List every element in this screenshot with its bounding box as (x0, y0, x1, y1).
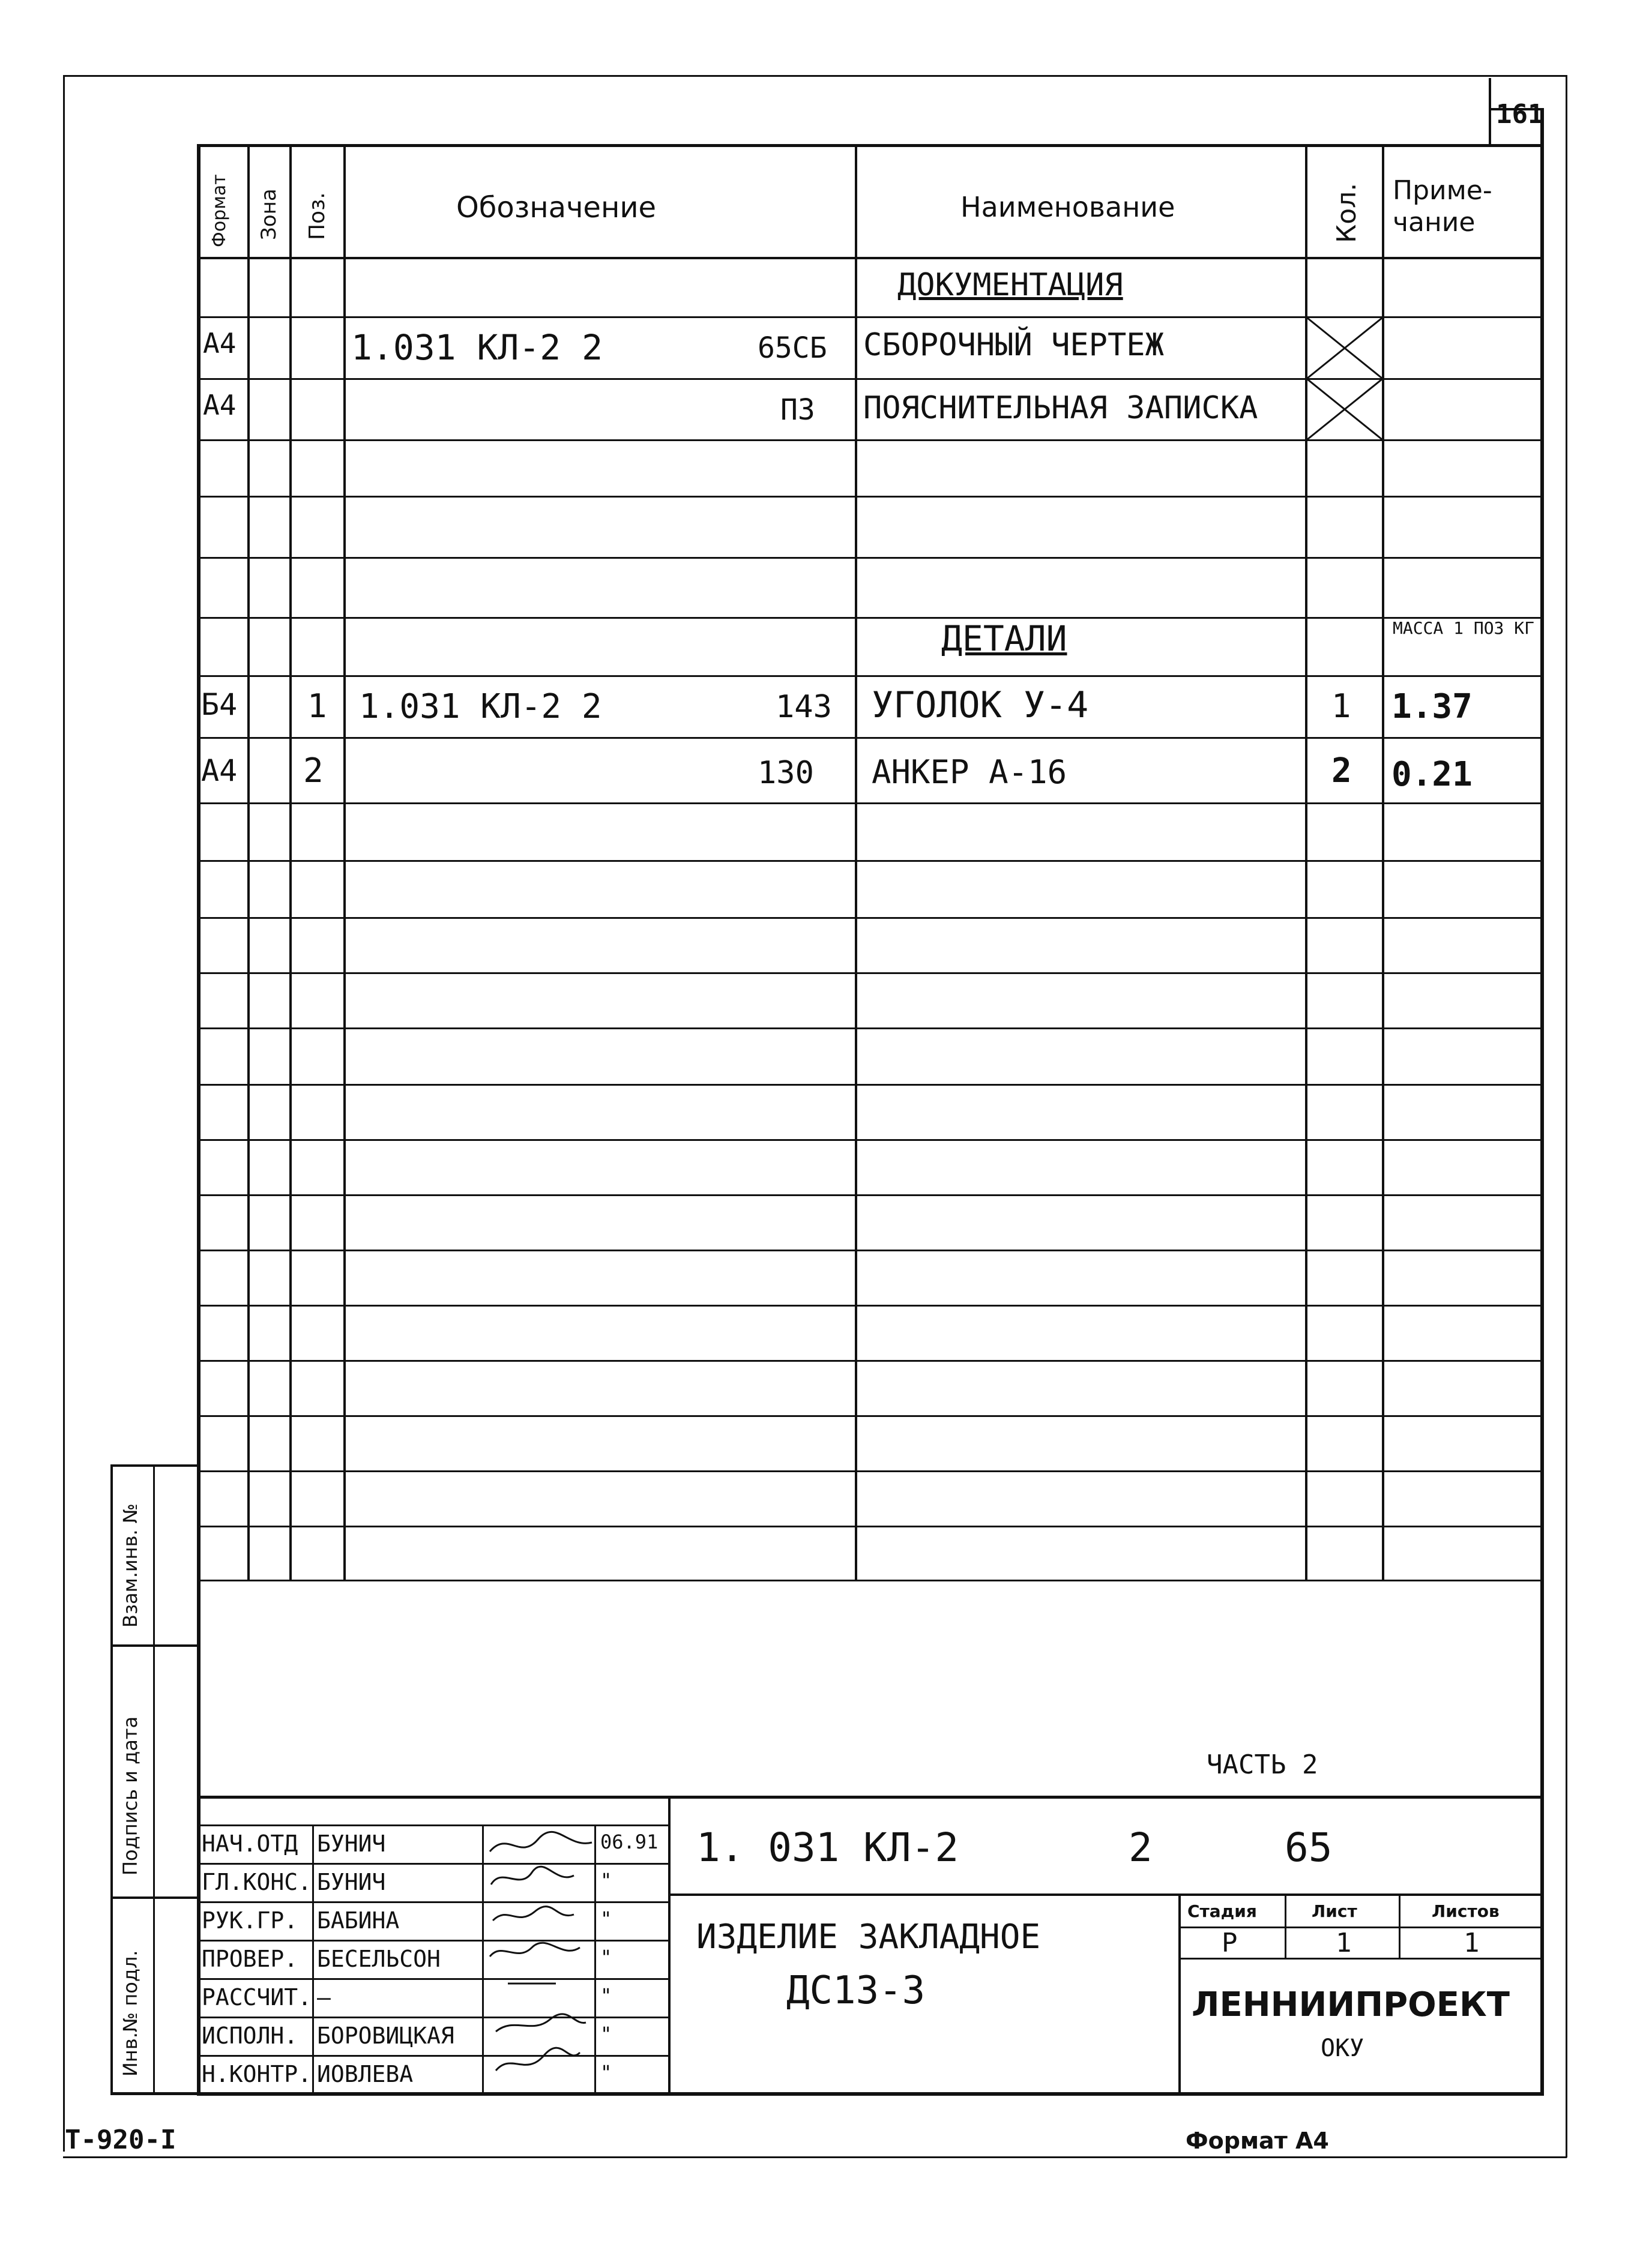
header-qty: Кол. (1331, 182, 1362, 243)
staff-row-line (198, 2055, 669, 2057)
row5-pos: 2 (303, 751, 324, 790)
row2-format: А4 (203, 389, 237, 421)
staff-role: РУК.ГР. (202, 1907, 298, 1934)
org-name: ЛЕННИИПРОЕКТ (1192, 1985, 1510, 2024)
side-strip-div2 (110, 1897, 199, 1899)
side-label-vzam: Взам.инв. № (119, 1503, 142, 1628)
table-row-line (198, 1027, 1543, 1029)
table-row-line (198, 1526, 1543, 1527)
row5-note: 0.21 (1391, 755, 1473, 794)
row4-designation: 1.031 КЛ-2 2 (359, 687, 602, 726)
table-row-line (198, 917, 1543, 919)
row4-doc-suffix: 143 (776, 689, 832, 725)
staff-role: ПРОВЕР. (202, 1946, 298, 1972)
row4-pos: 1 (307, 687, 327, 725)
footer-right: Формат А4 (1186, 2128, 1329, 2154)
frame-top (198, 144, 1543, 147)
table-row-line (198, 1250, 1543, 1251)
table-row-line (198, 860, 1543, 862)
row2-doc-suffix: ПЗ (780, 393, 815, 427)
staff-row-line (198, 1863, 669, 1865)
header-pos: Поз. (305, 192, 330, 240)
staff-name: БУНИЧ (317, 1869, 386, 1895)
header-bottom-line (198, 257, 1543, 259)
col-line-pos (289, 144, 292, 1581)
row1-name: СБОРОЧНЫЙ ЧЕРТЕЖ (863, 327, 1164, 363)
row5-doc-suffix: 130 (758, 755, 814, 791)
row2-qty-cross (1307, 379, 1382, 439)
titleblock-code-sheet: 65 (1285, 1824, 1333, 1871)
outer-border-bottom (63, 2156, 1567, 2158)
col-line-zone (247, 144, 250, 1581)
staff-date: " (600, 1946, 612, 1969)
staff-name: БАБИНА (317, 1907, 400, 1934)
table-row-line (198, 617, 1543, 619)
row5-qty: 2 (1331, 751, 1352, 790)
staff-row-line (198, 2017, 669, 2018)
page-number: 161 (1496, 99, 1544, 130)
titleblock-top (198, 1796, 1543, 1799)
table-row-line (198, 1470, 1543, 1472)
staff-name: — (317, 1984, 331, 2011)
titleblock-code: 1. 031 КЛ-2 (696, 1824, 959, 1871)
row5-name: АНКЕР А-16 (872, 753, 1067, 791)
titleblock-stage-v1 (1285, 1894, 1286, 1958)
staff-row-line (198, 1901, 669, 1903)
side-strip-mid (153, 1464, 155, 2095)
table-row-line (198, 1139, 1543, 1141)
stage-value: Р (1222, 1928, 1238, 1958)
row4-format: Б4 (201, 687, 238, 722)
titleblock-stage-v2 (1399, 1894, 1400, 1958)
table-row-line (198, 1194, 1543, 1196)
table-row-line (198, 802, 1543, 804)
header-format: Формат (209, 174, 230, 247)
col-line-designation (343, 144, 346, 1581)
outer-border-right (1566, 75, 1567, 2158)
footer-left: Т-920-I (65, 2125, 176, 2155)
row1-qty-cross (1307, 318, 1382, 378)
section-documentation: ДОКУМЕНТАЦИЯ (897, 267, 1123, 303)
titleblock-v-main (668, 1796, 671, 2095)
side-strip-left (110, 1464, 113, 2095)
section-details: ДЕТАЛИ (941, 618, 1067, 659)
staff-role: НАЧ.ОТД (202, 1830, 298, 1857)
side-strip-bottom (110, 2092, 199, 2095)
staff-row-line (198, 1978, 669, 1980)
table-row-line (198, 1580, 1543, 1581)
sheet-value: 1 (1336, 1928, 1352, 1958)
part-label: ЧАСТЬ 2 (1207, 1749, 1318, 1780)
row4-note: 1.37 (1391, 687, 1473, 726)
staff-name: БОРОВИЦКАЯ (317, 2023, 454, 2049)
org-dept: ОКУ (1321, 2035, 1364, 2062)
header-designation: Обозначение (456, 191, 657, 224)
side-strip-top (110, 1464, 199, 1467)
sheets-value: 1 (1464, 1928, 1480, 1958)
col-line-note (1382, 144, 1384, 1581)
table-row-line (198, 496, 1543, 498)
side-label-inv: Инв.№ подл. (119, 1950, 142, 2077)
sheet-label: Лист (1312, 1901, 1357, 1921)
header-zone: Зона (257, 188, 281, 240)
row1-doc-suffix: 65СБ (758, 331, 827, 365)
row1-designation: 1.031 КЛ-2 2 (351, 327, 603, 368)
table-row-line (198, 439, 1543, 441)
titleblock-title-2: ДС13-3 (786, 1969, 926, 2013)
table-row-line (198, 737, 1543, 739)
sheets-label: Листов (1432, 1901, 1500, 1921)
staff-role: ГЛ.КОНС. (202, 1869, 312, 1895)
staff-row-line (198, 1940, 669, 1942)
stage-label: Стадия (1187, 1901, 1257, 1921)
row1-format: А4 (203, 327, 237, 359)
side-strip-div1 (110, 1644, 199, 1647)
header-note-1: Приме- (1393, 175, 1492, 206)
staff-name: БЕСЕЛЬСОН (317, 1946, 441, 1972)
table-row-line (198, 1305, 1543, 1307)
staff-date: " (600, 2023, 612, 2045)
staff-v1 (312, 1824, 314, 2095)
staff-date: " (600, 2061, 612, 2084)
staff-row-line (198, 2093, 669, 2095)
side-label-podpis: Подпись и дата (119, 1716, 142, 1875)
table-row-line (198, 557, 1543, 559)
staff-row-line (198, 1824, 669, 1826)
table-row-line (198, 1415, 1543, 1417)
titleblock-v-stage (1178, 1894, 1181, 2095)
details-note: МАССА 1 ПОЗ КГ (1392, 618, 1534, 638)
table-row-line (198, 972, 1543, 974)
staff-date: 06.91 (600, 1830, 659, 1853)
staff-date: " (600, 1907, 612, 1930)
titleblock-mid-h (669, 1894, 1543, 1896)
staff-name: ИОВЛЕВА (317, 2061, 414, 2087)
staff-date: " (600, 1869, 612, 1892)
staff-v3 (594, 1824, 596, 2095)
titleblock-title-1: ИЗДЕЛИЕ ЗАКЛАДНОЕ (696, 1918, 1041, 1957)
outer-border-left (63, 75, 65, 2152)
staff-name: БУНИЧ (317, 1830, 386, 1857)
header-note-2: чание (1393, 207, 1476, 238)
table-row-line (198, 1084, 1543, 1086)
header-name: Наименование (960, 191, 1175, 223)
staff-role: РАССЧИТ. (202, 1984, 312, 2011)
table-row-line (198, 675, 1543, 677)
titleblock-code-num: 2 (1129, 1824, 1153, 1871)
staff-role: Н.КОНТР. (202, 2061, 312, 2087)
page-number-box-left (1489, 78, 1491, 145)
signatures (484, 1824, 594, 2095)
col-line-name (855, 144, 857, 1581)
frame-left (197, 144, 200, 2095)
table-row-line (198, 1360, 1543, 1362)
outer-border-top (63, 75, 1567, 77)
row4-name: УГОЛОК У-4 (872, 684, 1089, 726)
row2-name: ПОЯСНИТЕЛЬНАЯ ЗАПИСКА (863, 390, 1258, 426)
staff-role: ИСПОЛН. (202, 2023, 298, 2049)
row5-format: А4 (201, 753, 238, 788)
staff-date: " (600, 1984, 612, 2007)
row4-qty: 1 (1331, 687, 1351, 725)
